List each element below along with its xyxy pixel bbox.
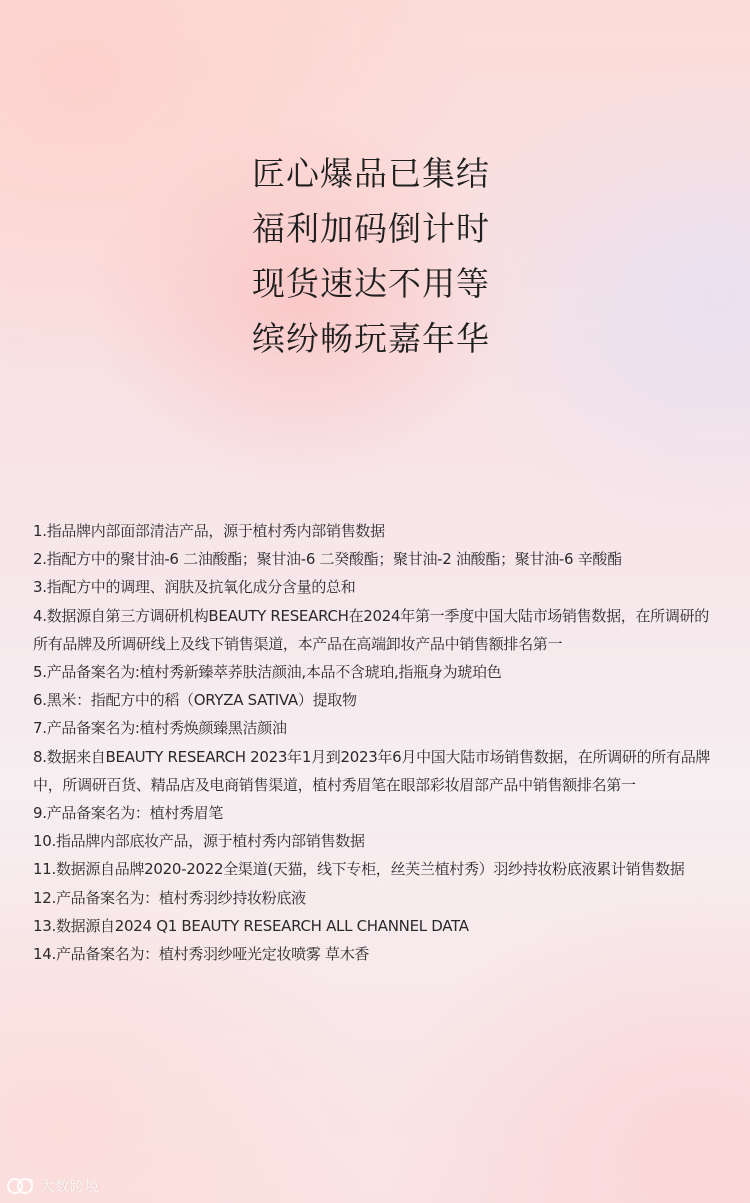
footnotes: [33, 517, 723, 968]
footnote: 7.产品备案名为:植村秀焕颜臻黑洁颜油: [33, 719, 287, 738]
headline-line: 缤纷畅玩嘉年华: [252, 319, 490, 358]
footnote: 12.产品备案名为：植村秀羽纱持妆粉底液: [33, 888, 306, 907]
watermark: [6, 1176, 100, 1196]
footnote: 9.产品备案名为：植村秀眉笔: [33, 804, 224, 823]
footnote: 8.数据来自BEAUTY RESEARCH 2023年1月到2023年6月中国大陆市场销售数据，在所调研的所有品牌中，所调研百货、精品店及电商销售渠道，植村秀眉笔在眼部彩妆眉部产品中销售额排名第一: [33, 747, 711, 794]
footnote: 6.黑米：指配方中的稻（ORYZA SATIVA）提取物: [33, 691, 357, 710]
footnote: 10.指品牌内部底妆产品，源于植村秀内部销售数据: [33, 832, 365, 851]
footnote: 14.产品备案名为：植村秀羽纱哑光定妆喷雾 草木香: [33, 945, 370, 964]
headline: [252, 146, 490, 366]
footnote: 13.数据源自2024 Q1 BEAUTY RESEARCH ALL CHANNEL DATA: [33, 916, 469, 935]
logo-icon: [6, 1176, 36, 1196]
footnote: 5.产品备案名为:植村秀新臻萃荞肤洁颜油,本品不含琥珀,指瓶身为琥珀色: [33, 663, 502, 682]
watermark-text: 大数跨境: [40, 1179, 100, 1195]
headline-line: 福利加码倒计时: [252, 209, 490, 248]
footnote: 1.指品牌内部面部清洁产品，源于植村秀内部销售数据: [33, 522, 385, 540]
footnote: 2.指配方中的聚甘油-6 二油酸酯；聚甘油-6 二癸酸酯；聚甘油-2 油酸酯；聚甘油-6 辛酸酯: [33, 550, 622, 569]
footnote: 11.数据源自品牌2020-2022全渠道(天猫，线下专柜，丝芙兰植村秀）羽纱持妆粉底液累计销售数据: [33, 860, 685, 879]
footnote: 4.数据源自第三方调研机构BEAUTY RESEARCH在2024年第一季度中国大陆市场销售数据，在所调研的所有品牌及所调研线上及线下销售渠道，本产品在高端卸妆产品中销售额排名第一: [33, 606, 709, 653]
headline-line: 现货速达不用等: [252, 264, 490, 303]
footnote: 3.指配方中的调理、润肤及抗氧化成分含量的总和: [33, 578, 356, 597]
headline-line: 匠心爆品已集结: [252, 154, 490, 193]
